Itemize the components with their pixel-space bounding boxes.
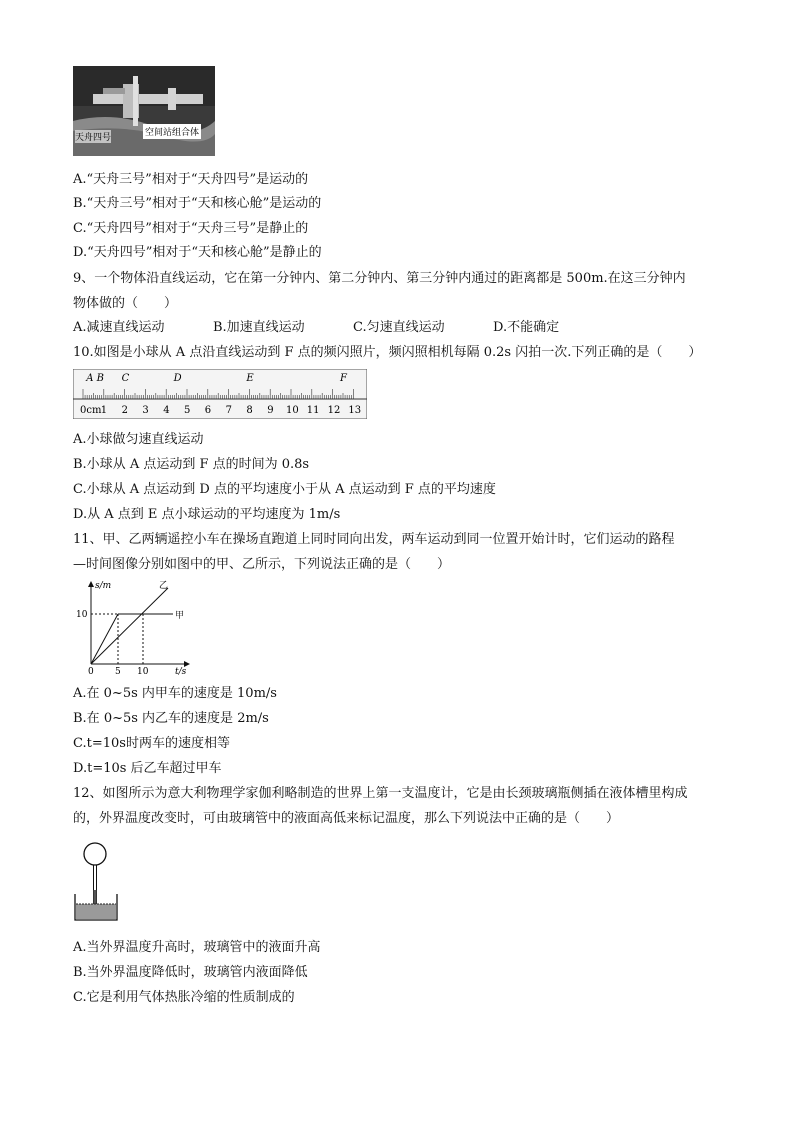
q9-options [73,319,559,337]
ruler-tick-label: 2 [121,405,128,416]
q10-stem: 10.如图是小球从 A 点沿直线运动到 F 点的频闪照片，频闪照相机每隔 0.2s 闪拍一次.下列正确的是（ ） [73,345,702,360]
ruler-tick-label: 13 [348,405,362,416]
q11-option-a: A.在 0~5s 内甲车的速度是 10m/s [73,686,277,701]
ruler-point-label: F [340,373,347,384]
graph-y-label: s/m [95,581,112,591]
graph-line-a-label: 甲 [175,611,185,621]
q9-option-c: C.匀速直线运动 [353,320,445,335]
ruler-tick-label: 8 [246,405,253,416]
photo-label-left: 天舟四号 [75,130,111,143]
ruler-tick-label: 11 [306,405,320,416]
ruler-tick-label: 6 [204,405,212,416]
ruler-figure [73,369,367,419]
q9-option-a: A.减速直线运动 [73,320,165,335]
ruler-tick-label: 5 [184,405,191,416]
graph-line-b-label: 乙 [159,581,169,591]
ruler-tick-label: 7 [225,405,232,416]
q8-option-b: B.“天舟三号”相对于“天和核心舱”是运动的 [73,196,322,211]
q9-option-d: D.不能确定 [493,320,560,335]
q9-stem-line2: 物体做的（ ） [73,296,178,311]
ruler-tick-label: 0cm [80,405,102,416]
ruler-tick-label: 9 [267,405,274,416]
photo-label-right: 空间站组合体 [143,124,201,139]
ruler-point-label: A [86,373,94,384]
graph-x-tick-0: 0 [88,667,94,677]
q9-stem-line1: 9、一个物体沿直线运动，它在第一分钟内、第二分钟内、第三分钟内通过的距离都是 500m.在这三分钟内 [73,271,686,286]
q8-option-d: D.“天舟四号”相对于“天和核心舱”是静止的 [73,245,322,260]
q9-option-b: B.加速直线运动 [213,320,305,335]
ruler-point-label: E [246,373,254,384]
q12-stem-line2: 的，外界温度改变时，可由玻璃管中的液面高低来标记温度，那么下列说法中正确的是（ ） [73,811,620,826]
q12-option-b: B.当外界温度降低时，玻璃管内液面降低 [73,965,308,980]
ruler-tick-label: 1 [100,405,108,416]
q12-option-a: A.当外界温度升高时，玻璃管中的液面升高 [73,940,321,955]
q8-option-c: C.“天舟四号”相对于“天舟三号”是静止的 [73,221,309,236]
q10-option-b: B.小球从 A 点运动到 F 点的时间为 0.8s [73,457,310,472]
ruler-tick-label: 4 [163,405,170,416]
graph-x-tick-10: 10 [137,667,149,677]
q10-option-c: C.小球从 A 点运动到 D 点的平均速度小于从 A 点运动到 F 点的平均速度 [73,482,496,497]
ruler-point-label: D [173,373,182,384]
q11-option-c: C.t=10s时两车的速度相等 [73,736,230,751]
q11-option-b: B.在 0~5s 内乙车的速度是 2m/s [73,711,269,726]
ruler-tick-label: 12 [327,405,341,416]
graph-x-tick-5: 5 [115,667,121,677]
ruler-point-label: C [121,373,130,384]
graph-x-label: t/s [175,667,187,677]
thermometer-figure [73,838,119,922]
q11-stem-line2: —时间图像分别如图中的甲、乙所示，下列说法正确的是（ ） [73,557,451,572]
q11-option-d: D.t=10s 后乙车超过甲车 [73,761,222,776]
q12-option-c: C.它是利用气体热胀冷缩的性质制成的 [73,990,295,1005]
ruler-point-label: B [96,373,104,384]
ruler-tick-label: 3 [142,405,149,416]
q10-option-d: D.从 A 点到 E 点小球运动的平均速度为 1m/s [73,507,341,522]
q10-option-a: A.小球做匀速直线运动 [73,432,204,447]
space-station-photo [73,66,215,156]
graph-y-tick: 10 [76,610,88,620]
q12-stem-line1: 12、如图所示为意大利物理学家伽利略制造的世界上第一支温度计，它是由长颈玻璃瓶侧插在液体槽里构成 [73,786,688,801]
q8-option-a: A.“天舟三号”相对于“天舟四号”是运动的 [73,172,309,187]
ruler-tick-label: 10 [286,405,299,416]
q11-stem-line1: 11、甲、乙两辆遥控小车在操场直跑道上同时同向出发，两车运动到同一位置开始计时，它们运动的路程 [73,532,675,547]
st-graph [73,576,195,678]
